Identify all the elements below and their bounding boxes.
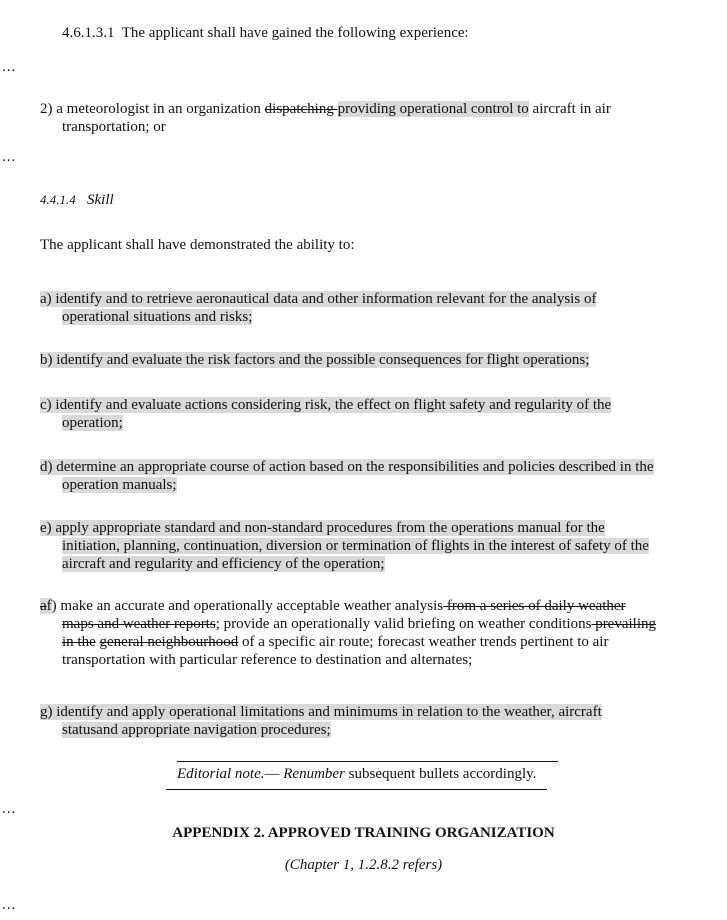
skill-item-d (40, 458, 693, 494)
skill-intro: The applicant shall have demonstrated the ability to: (40, 237, 355, 253)
item-2-line2: transportation; or (62, 119, 166, 135)
deleted-text: dispatching (264, 101, 338, 117)
item-f-line3-text: of a specific air route; forecast weather trends pertinent to air (238, 634, 609, 650)
skill-item-a (40, 290, 693, 326)
deleted-text: general neighbourhood (99, 634, 239, 650)
item-d-line1: d) determine an appropriate course of action based on the responsibilities and policies described in the (40, 459, 654, 475)
appendix-subtitle: (Chapter 1, 1.2.8.2 refers) (284, 857, 443, 873)
ellipsis-2: ... (2, 149, 17, 165)
item-a-line2: operational situations and risks; (62, 309, 253, 325)
item-f-old-label: a (40, 598, 47, 614)
item-d-line2: operation manuals; (62, 477, 177, 493)
deleted-text: in the (62, 634, 96, 650)
item-a-line1: a) identify and to retrieve aeronautical data and other information relevant for the analysis of (40, 291, 597, 307)
editorial-note-italic: Renumber (283, 766, 345, 782)
ellipsis-1: ... (2, 59, 17, 75)
item-c-line1: c) identify and evaluate actions considering risk, the effect on flight safety and regularity of the (40, 397, 612, 413)
item-g-line1: g) identify and apply operational limitations and minimums in relation to the weather, aircraft (40, 704, 602, 720)
item-e-line1: e) apply appropriate standard and non-standard procedures from the operations manual for the (40, 520, 605, 536)
skill-number: 4.4.1.4 (40, 192, 76, 207)
inserted-text: providing operational control to (337, 101, 529, 117)
ellipsis-3: ... (2, 801, 17, 817)
editorial-note (177, 765, 567, 783)
paragraph-4-6-1-3-1 (62, 24, 469, 42)
appendix-title: APPENDIX 2. APPROVED TRAINING ORGANIZATION (172, 825, 555, 841)
skill-item-f (40, 597, 693, 669)
editorial-note-label: Editorial note. (177, 766, 265, 782)
item-f-line2-text: ; provide an operationally valid briefing on weather conditions (215, 616, 592, 632)
skill-item-g (40, 703, 693, 739)
item-e-line3: aircraft and regularity and efficiency of the operation; (62, 556, 385, 572)
skill-item-b (40, 351, 693, 369)
paragraph-number: 4.6.1.3.1 (62, 25, 115, 41)
item-2-suffix: aircraft in air (528, 101, 611, 117)
item-e-line2: initiation, planning, continuation, diversion or termination of flights in the interest of safety of the (62, 538, 649, 554)
deleted-text: prevailing (591, 616, 657, 632)
item-2-prefix: 2) a meteorologist in an organization (40, 101, 265, 117)
deleted-text: maps and weather reports (62, 616, 216, 632)
skill-title: Skill (87, 192, 114, 208)
item-f-line1-text: ) make an accurate and operationally acceptable weather analysis (51, 598, 444, 614)
skill-item-e (40, 519, 693, 573)
item-g-line2: statusand appropriate navigation procedures; (62, 722, 331, 738)
editorial-note-dash: — (264, 766, 284, 782)
experience-item-2 (40, 100, 700, 136)
paragraph-text: The applicant shall have gained the following experience: (121, 25, 469, 41)
item-c-line2: operation; (62, 415, 123, 431)
editorial-note-top-rule (177, 761, 558, 762)
editorial-note-bottom-rule (166, 789, 547, 790)
ellipsis-4: ... (2, 897, 17, 913)
deleted-text: from a series of daily weather (443, 598, 626, 614)
skill-item-c (40, 396, 693, 432)
item-b-line1: b) identify and evaluate the risk factors and the possible consequences for flight operations; (40, 352, 590, 368)
item-f-line4: transportation with particular reference to destination and alternates; (62, 652, 473, 668)
editorial-note-rest: subsequent bullets accordingly. (344, 766, 537, 782)
item-f-label: f (46, 598, 52, 614)
skill-heading (40, 191, 114, 209)
